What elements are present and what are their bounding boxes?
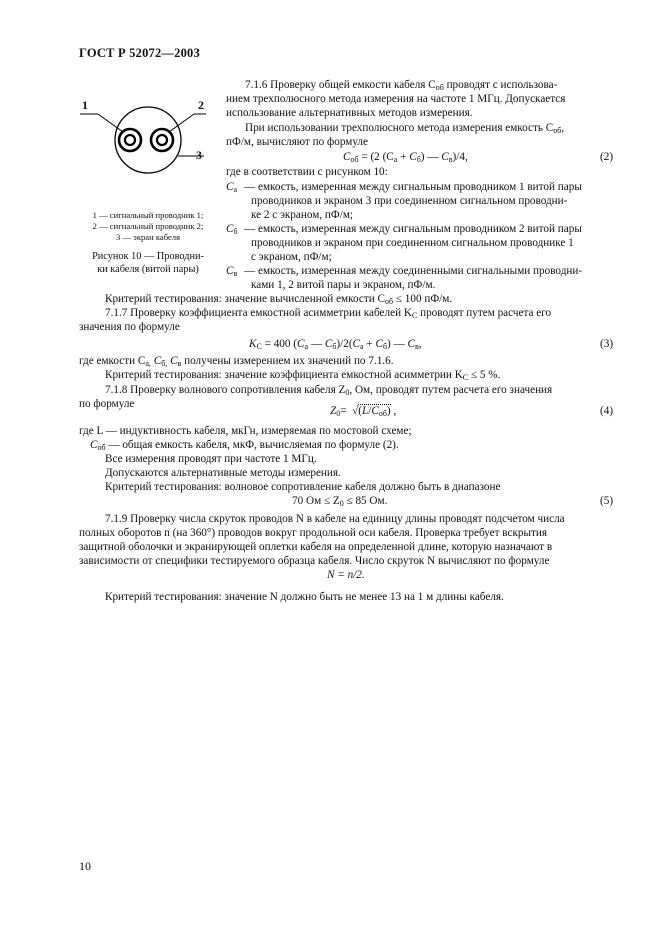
caption-line: ки кабеля (витой пары) (97, 263, 199, 275)
standard-header: ГОСТ Р 52072—2003 (79, 46, 200, 60)
def-ca-line-2: проводников и экраном 3 при соединенном сигнальном проводни- (251, 195, 568, 207)
def-cb-line-1: — емкость, измеренная между сигнальным проводником 2 витой пары (244, 223, 582, 235)
s719-line-4: зависимости от специфики тестируемого образца кабеля. Число скруток N вычисляют по формуле (79, 555, 550, 567)
equation-number-4: (4) (600, 405, 614, 417)
conductor-2-outer (151, 129, 173, 151)
equation-number-5: (5) (600, 495, 614, 507)
s716-para2-line-1: При использовании трехполюсного метода измерения емкость $C_{об}$, (245, 122, 565, 135)
s716-line-3: использование альтернативных методов измерения. (226, 107, 473, 119)
s718-line-1: 7.1.8 Проверку волнового сопротивления кабеля $Z_0$, Ом, проводят путем расчета его значения (105, 384, 553, 397)
s718-criterion: Критерий тестирования: волновое сопротивление кабеля должно быть в диапазоне (105, 481, 501, 493)
callout-2: 2 (198, 98, 204, 112)
s716-criterion: Критерий тестирования: значение вычисленной емкости $C_{об} \le 100$ пФ/м. (105, 293, 453, 306)
legend-line: 3 — экран кабеля (115, 232, 181, 242)
formula-2: $C_{об} = (2$ $(C_а + C_б)$ — $C_в)/4$, (343, 151, 468, 164)
s718-where-l: где L — индуктивность кабеля, мкГн, измеряемая по мостовой схеме; (79, 425, 412, 437)
callout-3: 3 (196, 148, 202, 162)
def-ca-symbol: $C_а$ (226, 181, 238, 194)
s719-line-1: 7.1.9 Проверку числа скруток проводов N в кабеле на единицу длины проводят подсчетом числа (105, 513, 565, 525)
conductor-1-inner (125, 135, 135, 145)
figure-caption (78, 251, 218, 276)
conductor-1-outer (119, 129, 141, 151)
s717-line-2: значения по формуле (79, 321, 180, 333)
s716-line-2: нием трехполюсного метода измерения на частоте 1 МГц. Допускается (226, 93, 566, 105)
s717-criterion: Критерий тестирования: значение коэффициента емкостной асимметрии $K_C \le 5$ %. (105, 369, 501, 382)
def-cv-line-2: ками 1, 2 витой пары и экраном, пФ/м. (251, 279, 436, 291)
s717-where: где емкости $C_{а,}$ $C_{б,}$ $C_в$ получены измерением их значений по 7.1.6. (79, 355, 394, 368)
equation-number-3: (3) (600, 338, 614, 350)
legend-line: 1 — сигнальный проводник 1; (92, 210, 204, 220)
leader-line-2b (169, 114, 194, 132)
s719-line-2: полных оборотов n (на 360°) проводов вокруг продольной оси кабеля. Проверка требует вскрытия (79, 527, 548, 539)
figure-legend (78, 210, 218, 243)
formula-3: $K_C = 400$ ($C_а$ — $C_б)/2(C_а + C_б)$ — $C_в$, (249, 338, 422, 351)
s718-note-1: Все измерения проводят при частоте 1 МГц. (105, 453, 317, 465)
def-cb-line-2: проводников и экраном при соединенном сигнальном проводнике 1 (251, 237, 574, 249)
s716-where: где в соответствии с рисунком 10: (226, 166, 388, 178)
s718-where-c: $C_{об}$ — общая емкость кабеля, мкФ, вычисляемая по формуле (2). (90, 439, 399, 452)
callout-1: 1 (82, 98, 88, 112)
equation-number-2: (2) (600, 151, 614, 163)
def-ca-line-1: — емкость, измеренная между сигнальным проводником 1 витой пары (244, 181, 582, 193)
legend-line: 2 — сигнальный проводник 2; (92, 221, 204, 231)
def-cv-line-1: — емкость, измеренная между соединенными сигнальными проводни- (244, 265, 583, 277)
def-cb-symbol: $C_б$ (226, 223, 238, 236)
s716-line-1: 7.1.6 Проверку общей емкости кабеля $C_{об}$ проводят с использова- (245, 79, 558, 92)
s719-criterion: Критерий тестирования: значение N должно быть не менее 13 на 1 м длины кабеля. (105, 591, 504, 603)
s718-note-2: Допускаются альтернативные методы измерения. (105, 467, 341, 479)
formula-6: N = n/2. (327, 569, 365, 581)
s716-para2-line-2: пФ/м, вычисляют по формуле (226, 136, 368, 148)
s718-line-2: по формуле (79, 398, 135, 410)
caption-line: Рисунок 10 — Проводни- (92, 251, 204, 262)
s719-line-3: защитной оболочки и экранирующей оплетки кабеля на определенной длине, которую назначают в (79, 541, 553, 553)
page-number: 10 (79, 859, 91, 873)
def-cv-symbol: $C_в$ (226, 265, 238, 278)
def-cb-line-3: с экраном, пФ/м; (251, 251, 332, 263)
conductor-2-inner (157, 135, 167, 145)
cable-cross-section-diagram (78, 98, 218, 178)
formula-5: 70 Ом ≤ $Z_0 \le 85$ Ом. (292, 495, 388, 508)
s717-line-1: 7.1.7 Проверку коэффициента емкостной асимметрии кабелей $K_C$ проводят путем расчета его (105, 307, 552, 320)
formula-4: $Z_0= √(L/C_{об})$ , (330, 405, 397, 418)
def-ca-line-3: ке 2 с экраном, пФ/м; (251, 209, 354, 221)
